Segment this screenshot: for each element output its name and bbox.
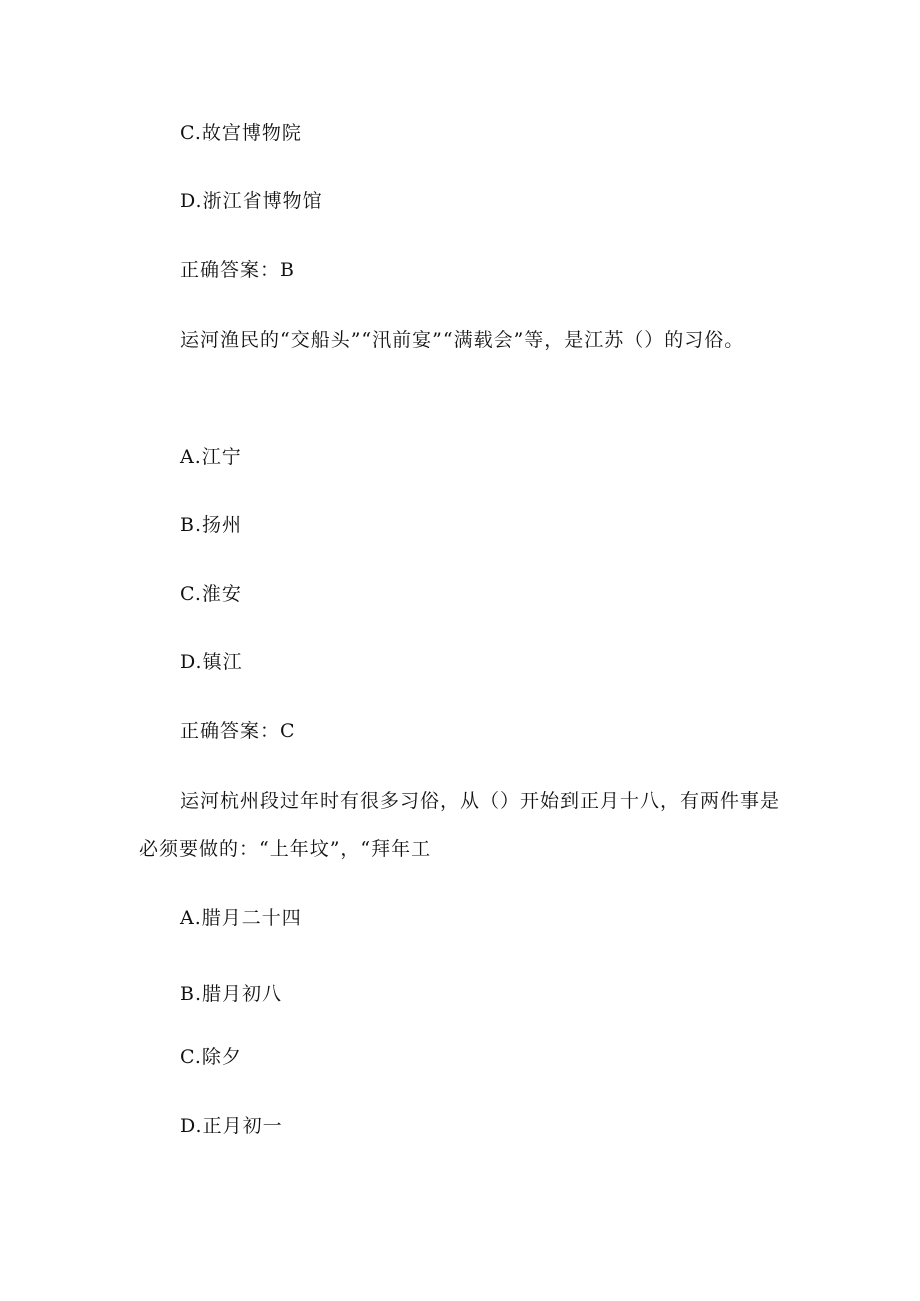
option-b-yangzhou: B.扬州: [180, 514, 243, 536]
correct-answer-1: 正确答案：B: [180, 259, 295, 281]
correct-answer-2: 正确答案：C: [180, 720, 296, 742]
option-a-12th-month-24th: A.腊月二十四: [180, 907, 302, 929]
option-a-jiangning: A.江宁: [180, 446, 242, 468]
question-hangzhou-new-year-custom: 运河杭州段过年时有很多习俗，从（）开始到正月十八，有两件事是必须要做的：“上年坟”，“拜年工: [139, 790, 781, 860]
option-c-huaian: C.淮安: [180, 583, 242, 605]
option-c-palace-museum: C.故宫博物院: [180, 122, 302, 144]
option-c-new-years-eve: C.除夕: [180, 1046, 242, 1068]
option-b-laba: B.腊月初八: [180, 983, 283, 1005]
option-d-zhejiang-museum: D.浙江省博物馆: [180, 190, 323, 212]
option-d-first-day-new-year: D.正月初一: [180, 1115, 283, 1137]
option-d-zhenjiang: D.镇江: [180, 651, 243, 673]
question-canal-fishermen-custom: 运河渔民的“交船头”“汛前宴”“满载会”等，是江苏（）的习俗。: [180, 329, 745, 351]
